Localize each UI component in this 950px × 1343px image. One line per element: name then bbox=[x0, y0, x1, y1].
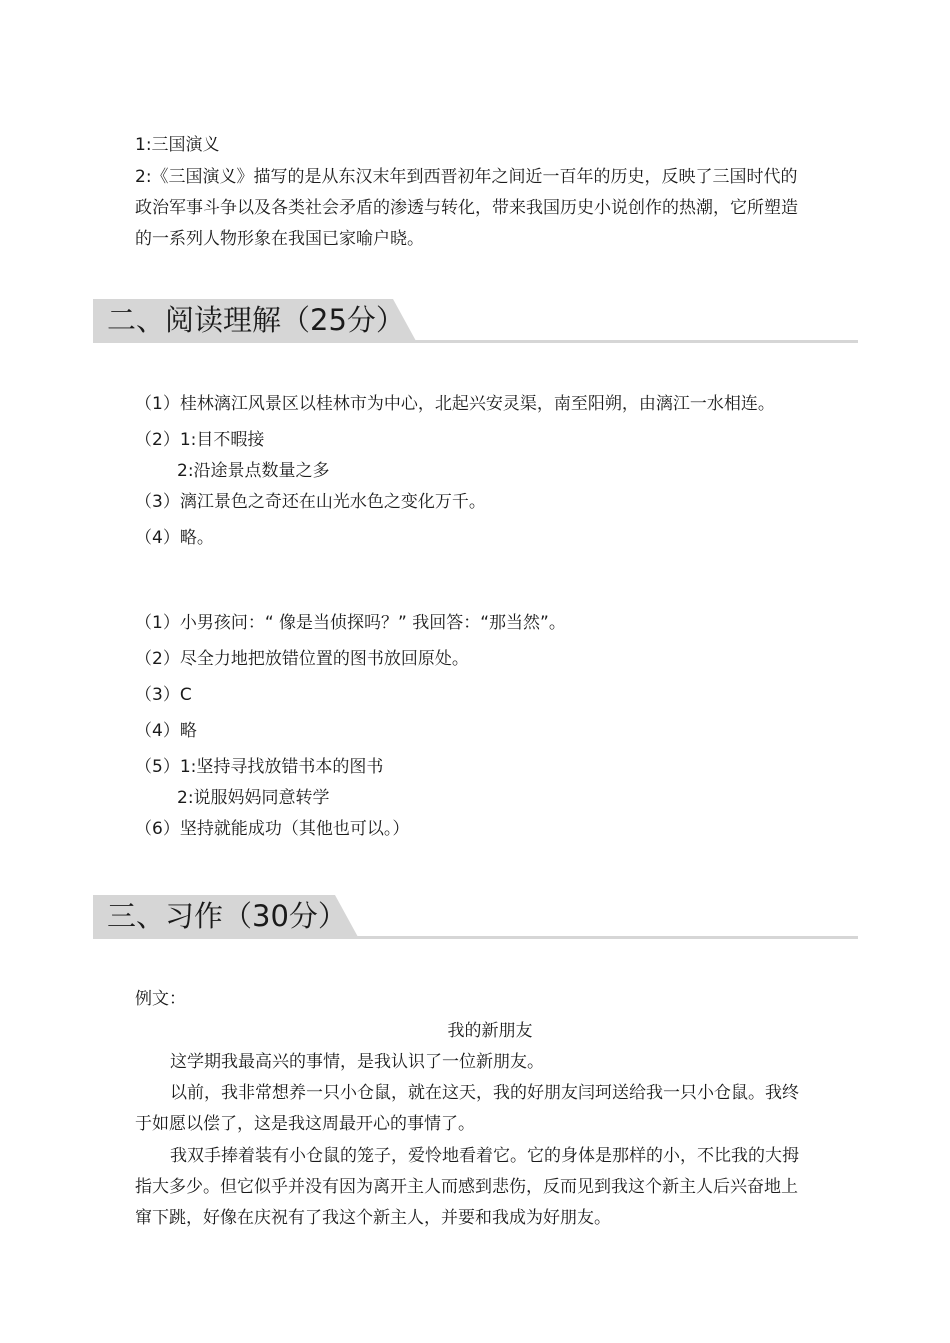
passage1-answer-3: （3）漓江景色之奇还在山光水色之变化万千。 bbox=[135, 492, 486, 512]
passage2-answer-4: （4）略 bbox=[135, 721, 197, 741]
passage2-answer-3: （3）C bbox=[135, 685, 192, 705]
essay-title: 我的新朋友 bbox=[447, 1021, 533, 1041]
section-title: 三、习作（30分） bbox=[107, 899, 347, 933]
section-rule bbox=[93, 340, 858, 343]
answer-item-2-line-1: 2:《三国演义》描写的是从东汉末年到西晋初年之间近一百年的历史，反映了三国时代的 bbox=[135, 167, 798, 187]
section-heading-writing bbox=[93, 893, 858, 939]
essay-paragraph-3-line-3: 窜下跳，好像在庆祝有了我这个新主人，并要和我成为好朋友。 bbox=[135, 1208, 611, 1228]
passage1-answer-1: （1）桂林漓江风景区以桂林市为中心，北起兴安灵渠，南至阳朔，由漓江一水相连。 bbox=[135, 394, 775, 414]
passage2-answer-1: （1）小男孩问：“ 像是当侦探吗？” 我回答：“那当然”。 bbox=[135, 613, 566, 633]
passage2-answer-6: （6）坚持就能成功（其他也可以。） bbox=[135, 819, 410, 839]
essay-paragraph-3-line-1: 我双手捧着装有小仓鼠的笼子，爱怜地看着它。它的身体是那样的小，不比我的大拇 bbox=[170, 1146, 799, 1166]
answer-item-1: 1:三国演义 bbox=[135, 135, 220, 155]
passage2-answer-5a: （5）1:坚持寻找放错书本的图书 bbox=[135, 757, 384, 777]
passage2-answer-5b: 2:说服妈妈同意转学 bbox=[177, 788, 330, 808]
essay-paragraph-3-line-2: 指大多少。但它似乎并没有因为离开主人而感到悲伤，反而见到我这个新主人后兴奋地上 bbox=[135, 1177, 798, 1197]
essay-paragraph-2-line-1: 以前，我非常想养一只小仓鼠，就在这天，我的好朋友闫珂送给我一只小仓鼠。我终 bbox=[170, 1083, 799, 1103]
essay-paragraph-2-line-2: 于如愿以偿了，这是我这周最开心的事情了。 bbox=[135, 1114, 475, 1134]
section-rule bbox=[93, 936, 858, 939]
passage1-answer-2a: （2）1:目不暇接 bbox=[135, 430, 265, 450]
passage2-answer-2: （2）尽全力地把放错位置的图书放回原处。 bbox=[135, 649, 469, 669]
essay-paragraph-1: 这学期我最高兴的事情，是我认识了一位新朋友。 bbox=[170, 1052, 544, 1072]
section-title: 二、阅读理解（25分） bbox=[107, 303, 405, 337]
answer-item-2-line-3: 的一系列人物形象在我国已家喻户晓。 bbox=[135, 229, 424, 249]
passage1-answer-4: （4）略。 bbox=[135, 528, 214, 548]
example-label: 例文： bbox=[135, 989, 186, 1009]
section-heading-reading bbox=[93, 297, 858, 343]
answer-item-2-line-2: 政治军事斗争以及各类社会矛盾的渗透与转化，带来我国历史小说创作的热潮，它所塑造 bbox=[135, 198, 798, 218]
passage1-answer-2b: 2:沿途景点数量之多 bbox=[177, 461, 330, 481]
